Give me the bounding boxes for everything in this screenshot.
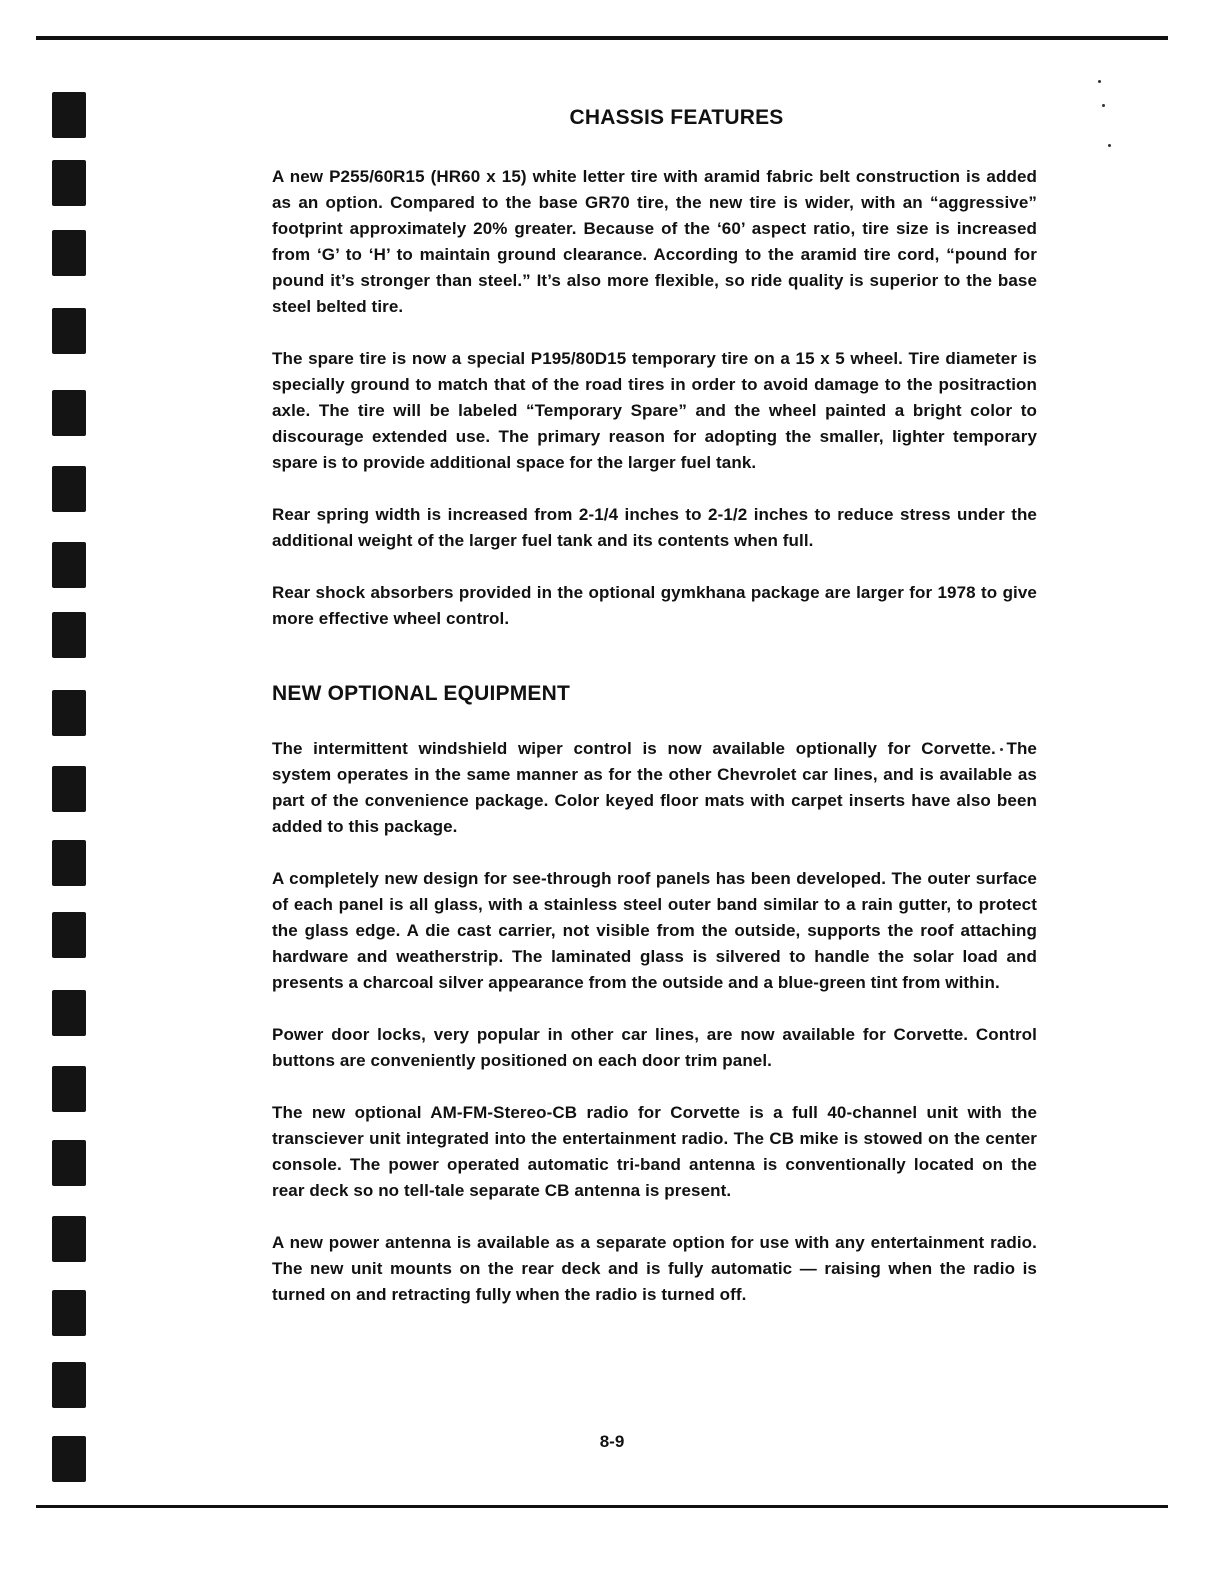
binding-hole [52,1290,86,1336]
binding-hole [52,1436,86,1482]
bottom-rule [36,1505,1168,1508]
binding-hole [52,230,86,276]
binding-hole [52,1066,86,1112]
binding-hole [52,1216,86,1262]
equipment-paragraph: A completely new design for see-through roof panels has been developed. The outer surface of each panel is all glass, with a stainless steel outer band similar to a rain gutter, to protect the glass edge. A die cast carrier, not visible from the outside, supports the roof attaching hardware and weatherstrip. The laminated glass is silvered to handle the solar load and presents a charcoal silver appearance from the outside and a blue-green tint from within. [272,869,1037,992]
binding-hole [52,990,86,1036]
binding-hole [52,1362,86,1408]
chassis-paragraph: Rear shock absorbers provided in the optional gymkhana package are larger for 1978 to give more effective wheel control. [272,583,1037,628]
scan-speck [1098,80,1101,83]
binding-hole [52,390,86,436]
binding-holes [0,0,110,1584]
binding-hole [52,912,86,958]
binding-hole [52,612,86,658]
equipment-paragraph: The new optional AM-FM-Stereo-CB radio for Corvette is a full 40-channel unit with the transciever unit integrated into the entertainment radio. The CB mike is stowed on the center console. The power operated automatic tri-band antenna is conventionally located on the rear deck so no tell-tale separate CB antenna is present. [272,1103,1037,1200]
binding-hole [52,1140,86,1186]
scan-speck [1102,104,1105,107]
binding-hole [52,466,86,512]
equipment-paragraph: The intermittent windshield wiper control is now available optionally for Corvette. The system operates in the same manner as for the other Chevrolet car lines, and is available as part of the convenience package. Color keyed floor mats with carpet inserts have also been added to this package. [272,739,1037,836]
binding-hole [52,92,86,138]
page-content [272,106,1037,1334]
binding-hole [52,766,86,812]
binding-hole [52,542,86,588]
equipment-paragraph: Power door locks, very popular in other car lines, are now available for Corvette. Control buttons are conveniently positioned on each door trim panel. [272,1025,1037,1070]
page-number: 8-9 [599,1432,625,1451]
binding-hole [52,840,86,886]
equipment-paragraph: A new power antenna is available as a separate option for use with any entertainment radio. The new unit mounts on the rear deck and is fully automatic — raising when the radio is turned on and retracting fully when the radio is turned off. [272,1233,1037,1304]
binding-hole [52,308,86,354]
chassis-paragraph: A new P255/60R15 (HR60 x 15) white letter tire with aramid fabric belt construction is added as an option. Compared to the base GR70 tire, the new tire is wider, with an “aggressive” footprint approximately 20% greater. Because of the ‘60’ aspect ratio, tire size is increased from ‘G’ to ‘H’ to maintain ground clearance. According to the aramid tire cord, “pound for pound it’s stronger than steel.” It’s also more flexible, so ride quality is superior to the base steel belted tire. [272,167,1037,316]
binding-hole [52,160,86,206]
chassis-paragraph: Rear spring width is increased from 2-1/4 inches to 2-1/2 inches to reduce stress under the additional weight of the larger fuel tank and its contents when full. [272,505,1037,550]
chassis-features-heading: CHASSIS FEATURES [569,106,784,129]
chassis-paragraph: The spare tire is now a special P195/80D15 temporary tire on a 15 x 5 wheel. Tire diameter is specially ground to match that of the road tires in order to avoid damage to the positraction axle. The tire will be labeled “Temporary Spare” and the wheel painted a bright color to discourage extended use. The primary reason for adopting the smaller, lighter temporary spare is to provide additional space for the larger fuel tank. [272,349,1037,472]
top-rule [36,36,1168,40]
scan-speck [1108,144,1111,147]
binding-hole [52,690,86,736]
optional-equipment-heading: NEW OPTIONAL EQUIPMENT [272,682,571,705]
